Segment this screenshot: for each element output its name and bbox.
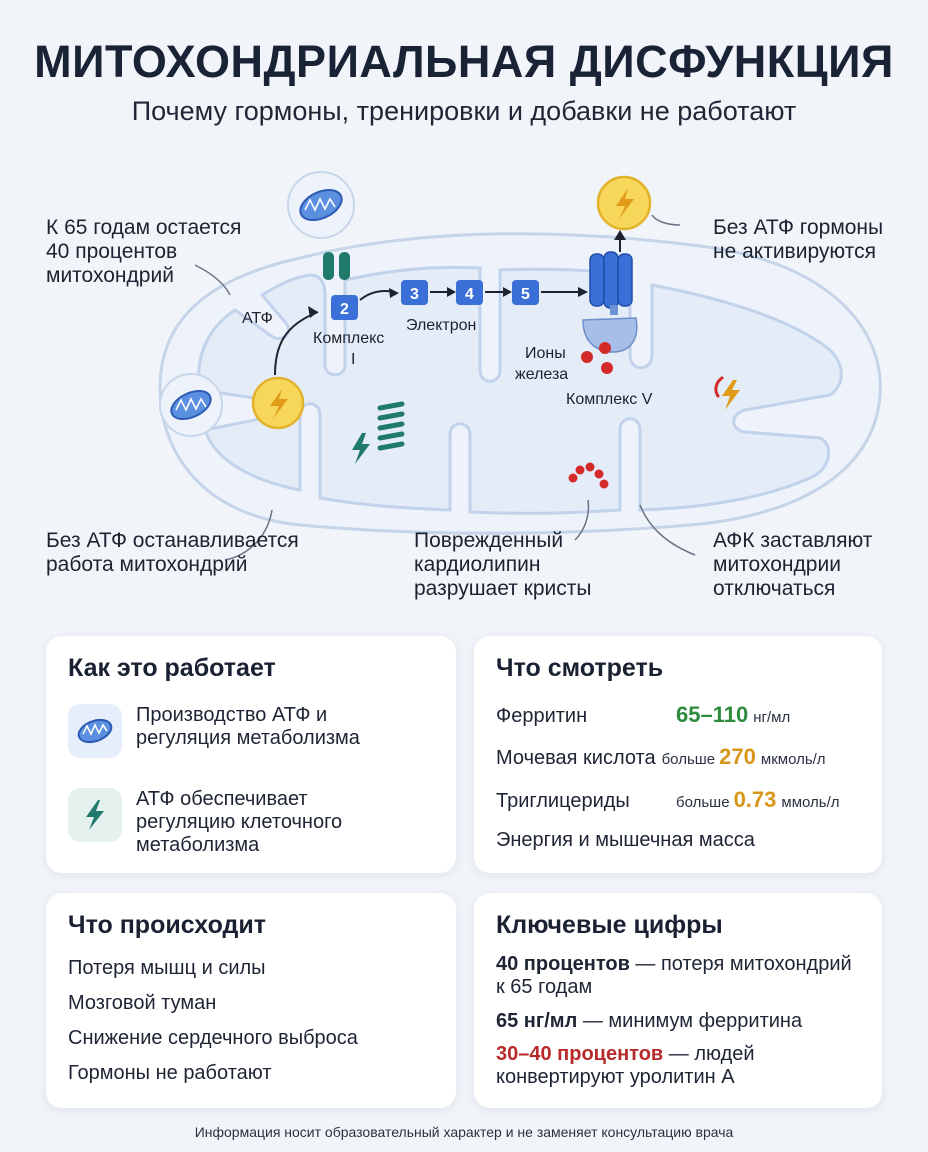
page-subtitle: Почему гормоны, тренировки и добавки не работают xyxy=(131,96,797,126)
svg-text:3: 3 xyxy=(410,286,419,303)
iron-ions-label-2: железа xyxy=(515,366,569,383)
marker-row: Энергия и мышечная масса xyxy=(496,829,755,851)
chain-box-2 xyxy=(331,295,358,320)
mitochondria-icon xyxy=(68,704,122,758)
card-title: Ключевые цифры xyxy=(496,911,723,939)
mitochondria-icon xyxy=(288,172,354,238)
callout-top-right: Без АТФ гормоны не активируются xyxy=(713,216,884,263)
chain-box-4 xyxy=(456,280,483,305)
chain-box-3 xyxy=(401,280,428,305)
key-figures-card xyxy=(474,893,882,1108)
complex-i-label: Комплекс xyxy=(313,330,385,347)
iron-ions-label: Ионы xyxy=(525,345,566,362)
list-item: Мозговой туман xyxy=(68,992,217,1014)
how-it-works-card xyxy=(46,636,456,873)
list-item: АТФ обеспечивает регуляцию клеточного метаболизма xyxy=(68,788,406,857)
what-to-check-card xyxy=(474,636,882,873)
list-item: Гормоны не работают xyxy=(68,1062,272,1084)
complex-v-label: Комплекс V xyxy=(566,391,653,408)
lightning-icon xyxy=(68,788,122,842)
marker-row: Мочевая кислота больше 270 мкмоль/л xyxy=(496,744,826,769)
callout-top-left: К 65 годам остается 40 процентов митохондрий xyxy=(46,216,242,287)
svg-text:4: 4 xyxy=(465,286,474,303)
page-title: МИТОХОНДРИАЛЬНАЯ ДИСФУНКЦИЯ xyxy=(34,36,894,87)
list-item: 30–40 процентов — людей конвертируют уролитин А xyxy=(496,1043,755,1088)
callout-bottom-right: АФК заставляют митохондрии отключаться xyxy=(713,529,873,600)
list-item: 40 процентов — потеря митохондрий к 65 годам xyxy=(496,953,852,998)
atp-energy-icon xyxy=(598,177,650,229)
list-item: 65 нг/мл — минимум ферритина xyxy=(496,1010,803,1032)
atp-energy-icon xyxy=(253,378,303,428)
list-item: Снижение сердечного выброса xyxy=(68,1027,358,1049)
electron-label: Электрон xyxy=(406,317,477,334)
mitochondria-icon xyxy=(160,374,222,436)
card-title: Что смотреть xyxy=(496,654,664,682)
card-title: Что происходит xyxy=(68,911,266,939)
list-item: Производство АТФ и регуляция метаболизма xyxy=(68,704,406,758)
complex-i-roman: I xyxy=(351,351,356,368)
marker-row: Триглицериды больше 0.73 ммоль/л xyxy=(496,787,840,812)
disclaimer: Информация носит образовательный характер и не заменяет консультацию врача xyxy=(194,1124,734,1140)
atp-label: АТФ xyxy=(242,310,273,327)
svg-text:5: 5 xyxy=(521,286,530,303)
what-happens-card xyxy=(46,893,456,1108)
card-title: Как это работает xyxy=(68,654,276,682)
svg-text:2: 2 xyxy=(340,301,349,318)
callout-bottom-left: Без АТФ останавливается работа митохондрий xyxy=(46,529,299,576)
atp-synthase-icon xyxy=(583,252,637,352)
callout-bottom-center: Поврежденный кардиолипин разрушает кристы xyxy=(414,529,592,600)
marker-row: Ферритин 65–110 нг/мл xyxy=(496,702,791,727)
list-item: Потеря мышц и силы xyxy=(68,957,266,979)
chain-box-5 xyxy=(512,280,539,305)
